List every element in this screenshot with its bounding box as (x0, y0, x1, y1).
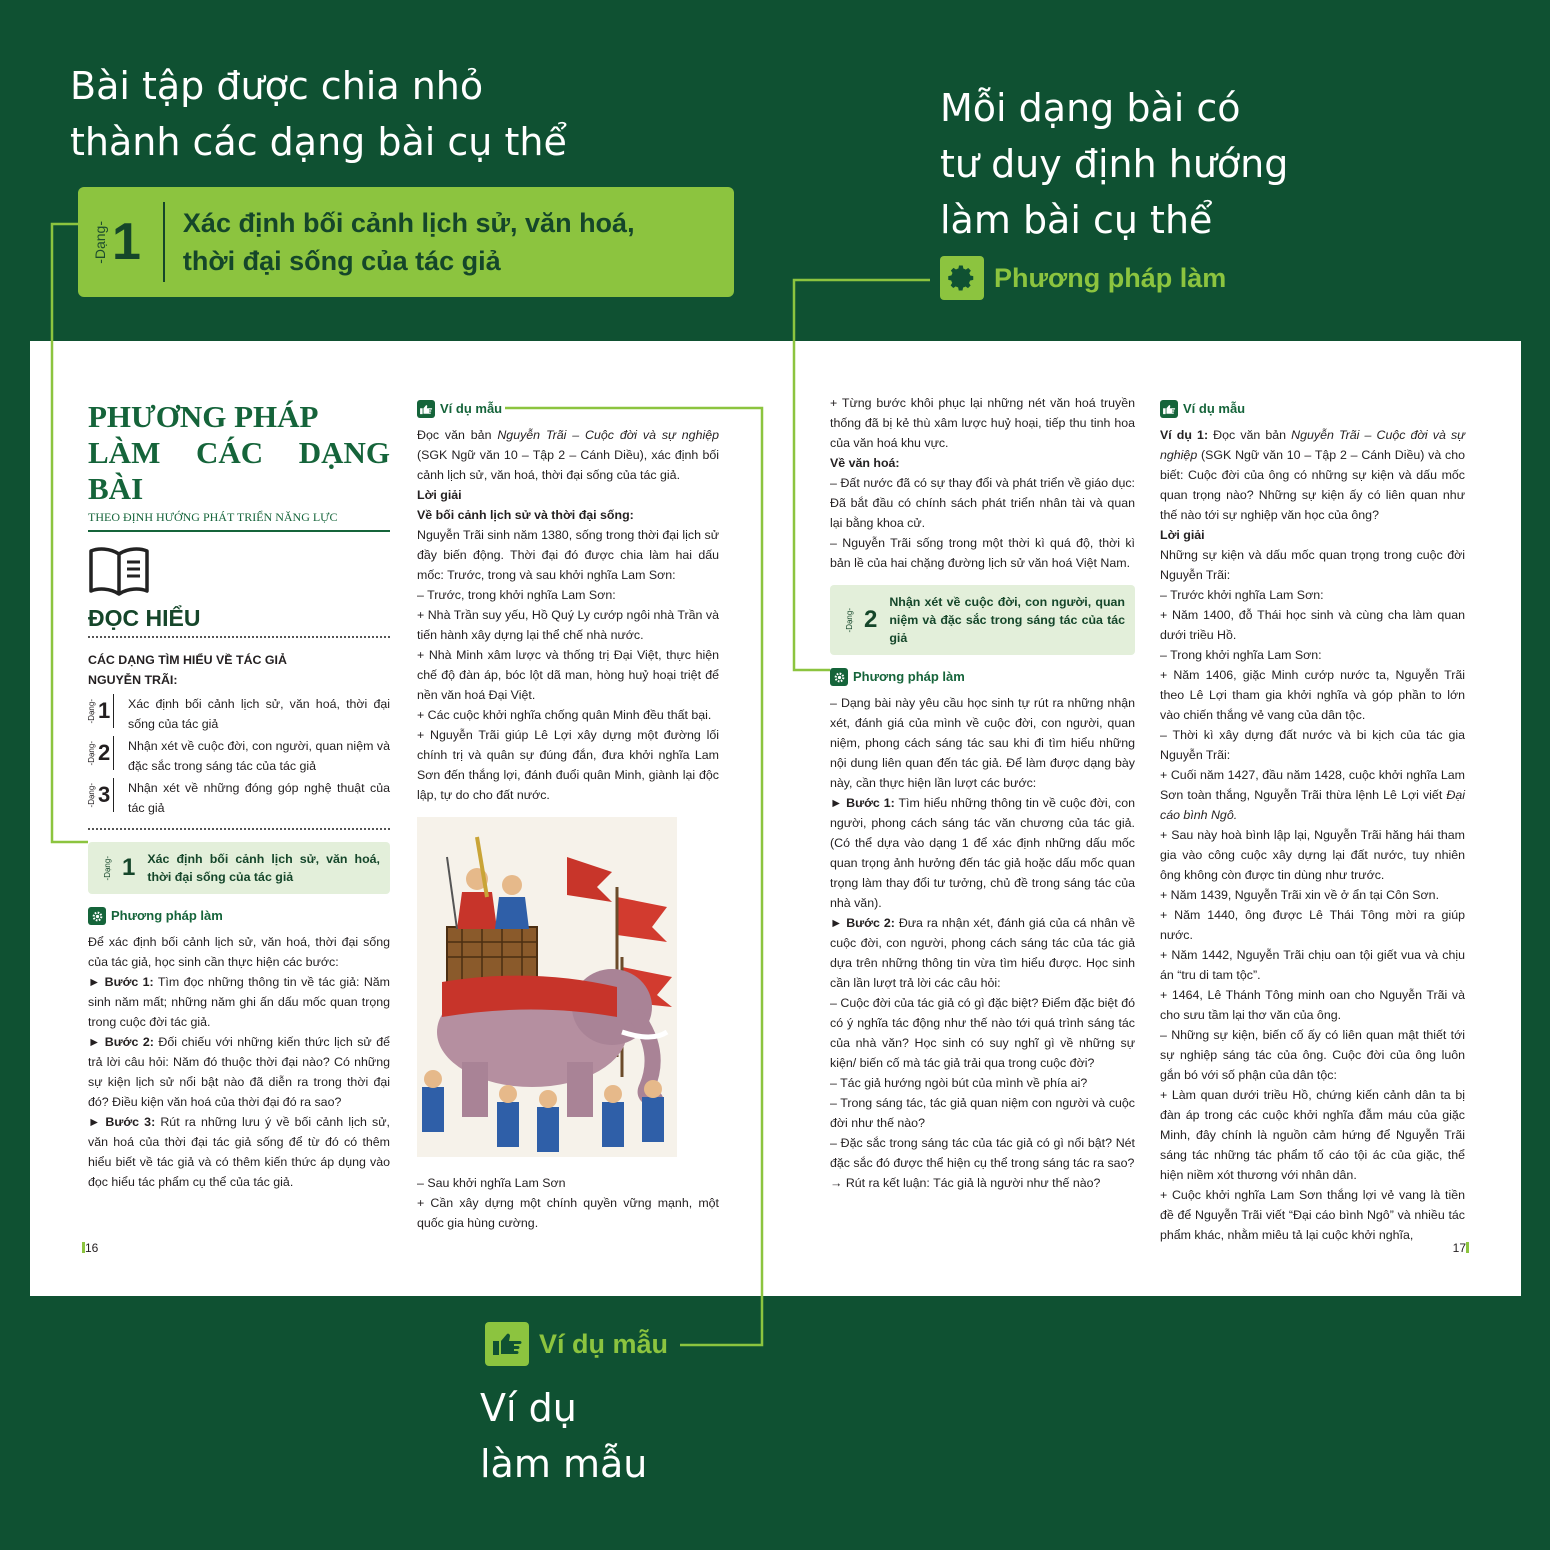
step-label: ► Bước 1: (830, 796, 895, 810)
method-heading-label: Phương pháp làm (111, 908, 223, 923)
headline-line: làm bài cụ thể (940, 198, 1213, 242)
answer-label: Lời giải (1160, 528, 1205, 542)
work-title: Nguyễn Trãi – Cuộc đời và sự nghiệp (497, 428, 719, 442)
list-item (88, 694, 390, 734)
pointing-hand-icon (485, 1322, 529, 1366)
question: – Đặc sắc trong sáng tác của tác giả có gì nổi bật? Nét đặc sắc đó được thể hiện cụ thể trong sáng tác ra sao? (830, 1136, 1135, 1170)
answer-paragraph: + Nhà Minh xâm lược và thống trị Đại Việt, thực hiện chế độ đàn áp, bóc lột dã man, hòng huỷ hoại triệt để nền văn hoá Đại Việt. (417, 648, 719, 702)
type-text: Xác định bối cảnh lịch sử, văn hoá, thời đại sống của tác giả (128, 697, 390, 731)
dang-word: -Dạng- (92, 220, 108, 264)
answer-paragraph: – Trong khởi nghĩa Lam Sơn: (1160, 648, 1322, 662)
headline-line: Mỗi dạng bài có (940, 86, 1241, 130)
dang-banner-title (183, 204, 635, 280)
question: – Trong sáng tác, tác giả quan niệm con người và cuộc đời như thế nào? (830, 1096, 1135, 1130)
callout-method (940, 256, 1226, 300)
dang-1-banner (78, 187, 734, 297)
dang-word: -Dạng- (87, 740, 96, 766)
step-label: ► Bước 2: (88, 1035, 154, 1049)
callout-example (485, 1322, 668, 1366)
right-page-column-2 (1160, 399, 1465, 1245)
step (88, 1032, 390, 1112)
answer-paragraph: + Năm 1406, giặc Minh cướp nước ta, Nguyễn Trãi theo Lê Lợi tham gia khởi nghĩa và góp phần to lớn vào chiến thắng vẻ vang của dân tộc. (1160, 668, 1465, 722)
war-elephant-illustration (417, 817, 677, 1157)
work-title: Nguyễn Trãi – Cuộc đời và sự nghiệp (1160, 428, 1465, 462)
dang-banner-title-line: thời đại sống của tác giả (182, 246, 501, 276)
type-text: Nhận xét về cuộc đời, con người, quan niệm và đặc sắc trong sáng tác của tác giả (128, 739, 390, 773)
step-text: Tìm hiểu những thông tin về cuộc đời, con người, phong cách sáng tác văn chương của tác giả. (Có thể dựa vào dạng 1 để xác định những dấu mốc quan trọng ảnh hưởng đến tác giả hoặc dấu mốc quan trọng làm thay đổi tư tưởng, chủ đề trong sáng tác của nhà văn). (830, 796, 1135, 910)
answer-paragraph: + Nhà Trần suy yếu, Hồ Quý Ly cướp ngôi nhà Trần và tiến hành xây dựng lại thể chế nhà nước. (417, 608, 719, 642)
dang-word: -Dạng- (103, 855, 112, 881)
dang-word: -Dạng- (845, 607, 854, 633)
method-intro: Để xác định bối cảnh lịch sử, văn hoá, thời đại sống của tác giả, học sinh cần thực hiện các bước: (88, 935, 390, 969)
dang-number: 1 (122, 854, 136, 881)
example-question-text: (SGK Ngữ văn 10 – Tập 2 – Cánh Diều), xác định bối cảnh lịch sử, văn hoá, thời đại sống của tác giả. (417, 448, 719, 482)
page-number-text: 17 (1452, 1241, 1466, 1255)
question: – Cuộc đời của tác giả có gì đặc biệt? Điểm đặc biệt đó có ý nghĩa tác động như thế nào tới quá trình sáng tác của nhà văn? Học sinh có suy nghĩ gì về những sự kiện/ biến cố mà tác giả trải qua trong cuộc đời? (830, 996, 1135, 1070)
answer-paragraph: + Cuộc khởi nghĩa Lam Sơn thắng lợi vẻ vang là tiền đề để Nguyễn Trãi viết “Đại cáo bình Ngô” và nhiều tác phẩm khác, nhằm miêu tả lại cuộc khởi nghĩa, (1160, 1188, 1465, 1242)
method-intro: – Dạng bài này yêu cầu học sinh tự rút ra những nhận xét, đánh giá của mình về cuộc đời, con người, quan niệm, phong cách sáng tác sau khi đi tìm hiểu những nội dung liên quan đến tác giả. Để làm được dạng bày này, cần thực hiện lần lượt các bước: (830, 696, 1135, 790)
type-list-heading: CÁC DẠNG TÌM HIỂU VỀ TÁC GIẢ (88, 653, 287, 667)
dang-number: 1 (112, 213, 141, 271)
headline-line: Bài tập được chia nhỏ (70, 64, 484, 108)
callout-method-label: Phương pháp làm (994, 262, 1227, 293)
dang-banner-title-line: Xác định bối cảnh lịch sử, văn hoá, (182, 208, 635, 238)
list-item (88, 778, 390, 818)
example-question-text: Đọc văn bản (417, 428, 498, 442)
answer-paragraph: + 1464, Lê Thánh Tông minh oan cho Nguyễn Trãi và cho sưu tầm lại thơ văn của ông. (1160, 988, 1465, 1022)
answer-paragraph: – Sau khởi nghĩa Lam Sơn (417, 1176, 566, 1190)
step (88, 972, 390, 1032)
example-heading-label: Ví dụ mẫu (440, 401, 503, 416)
example-heading (417, 399, 719, 419)
answer-paragraph: + Năm 1400, đỗ Thái học sinh và cùng cha làm quan dưới triều Hồ. (1160, 608, 1465, 642)
example-question (1160, 425, 1465, 525)
headline-method-thinking (940, 80, 1288, 248)
page-title (88, 399, 390, 507)
page-number-right (1453, 1241, 1469, 1255)
answer-paragraph: – Trước khởi nghĩa Lam Sơn: (1160, 588, 1324, 602)
method-heading (830, 667, 1135, 687)
answer-paragraph: + Các cuộc khởi nghĩa chống quân Minh đều thất bại. (417, 708, 712, 722)
list-item (88, 736, 390, 776)
book-spread (30, 341, 1521, 1296)
example-heading-label: Ví dụ mẫu (1183, 401, 1246, 416)
gear-icon (88, 907, 106, 925)
headline-line: thành các dạng bài cụ thể (70, 120, 567, 164)
dotted-divider (88, 636, 390, 638)
step-text: Tìm đọc những thông tin về tác giả: Năm sinh năm mất; những năm ghi ấn dấu mốc quan trọng trong cuộc đời tác giả. (88, 975, 390, 1029)
step (88, 1112, 390, 1192)
page-number-text: 16 (85, 1241, 99, 1255)
answer-paragraph: – Đất nước đã có sự thay đổi và phát triển về giáo dục: Đã bắt đầu có chính sách phát triển nhân tài và quan lại bằng khoa cử. (830, 476, 1135, 530)
answer-text: + Cuối năm 1427, đầu năm 1428, cuộc khởi nghĩa Lam Sơn toàn thắng, Nguyễn Trãi thừa lệnh Lê Lợi viết (1160, 768, 1465, 802)
dang-title: Xác định bối cảnh lịch sử, văn hoá, thời đại sống của tác giả (147, 852, 380, 884)
right-page-column-1 (830, 393, 1135, 1193)
example-question (417, 425, 719, 485)
section-heading-reading: ĐỌC HIỂU (88, 605, 201, 631)
step (830, 913, 1135, 993)
culture-label: Về văn hoá: (830, 456, 900, 470)
dang-number: 3 (98, 778, 114, 812)
answer-paragraph: + Từng bước khôi phục lại những nét văn hoá truyền thống đã bị kẻ thù xâm lược huỷ hoại, tiếp thu tinh hoa của văn hoá khu vực. (830, 396, 1135, 450)
answer-subheading: Về bối cảnh lịch sử và thời đại sống: (417, 508, 634, 522)
dang-word: -Dạng- (87, 782, 96, 808)
divider (163, 202, 165, 282)
conclusion: → Rút ra kết luận: Tác giả là người như thế nào? (830, 1176, 1101, 1190)
dang-title: Nhận xét về cuộc đời, con người, quan niệm và đặc sắc trong sáng tác của tác giả (889, 595, 1125, 645)
method-heading (88, 906, 390, 926)
open-book-icon (88, 546, 390, 602)
pointing-hand-icon (1160, 400, 1178, 418)
answer-paragraph: + Năm 1440, ông được Lê Thái Tông mời ra giúp nước. (1160, 908, 1465, 942)
example-heading (1160, 399, 1465, 419)
example-question-text: Đọc văn bản (1208, 428, 1292, 442)
answer-paragraph: Những sự kiện và dấu mốc quan trọng trong cuộc đời Nguyễn Trãi: (1160, 548, 1465, 582)
answer-paragraph: + Năm 1439, Nguyễn Trãi xin về ở ẩn tại Côn Sơn. (1160, 888, 1440, 902)
dang-number: 1 (98, 694, 114, 728)
method-heading-label: Phương pháp làm (853, 669, 965, 684)
answer-label: Lời giải (417, 488, 462, 502)
answer-paragraph: – Thời kì xây dựng đất nước và bi kịch của tác gia Nguyễn Trãi: (1160, 728, 1465, 762)
page-subtitle: THEO ĐỊNH HƯỚNG PHÁT TRIỂN NĂNG LỰC (88, 507, 390, 532)
step-text: Đối chiếu với những kiến thức lịch sử để trả lời câu hỏi: Năm đó thuộc thời đại nào? Có những sự kiện lịch sử nổi bật nào đã diễn ra trong thời đại đó? Điều kiện văn hoá của thời đại đó ra sao? (88, 1035, 390, 1109)
step (830, 793, 1135, 913)
answer-paragraph: – Trước, trong khởi nghĩa Lam Sơn: (417, 588, 616, 602)
page-title-line: PHƯƠNG PHÁP (88, 399, 319, 434)
step-text: Đưa ra nhận xét, đánh giá của cá nhân về cuộc đời, con người, phong cách sáng tác của tác giả dựa trên những thông tin vừa tìm hiểu được. Học sinh cần lần lượt trả lời các câu hỏi: (830, 916, 1135, 990)
left-page-column-1 (88, 399, 390, 1192)
callout-example-label: Ví dụ mẫu (539, 1328, 669, 1359)
answer-paragraph: – Những sự kiện, biến cố ấy có liên quan mật thiết tới sự nghiệp sáng tác của ông. Cuộc đời của ông luôn gắn bó với số phận của dân tộc: (1160, 1028, 1465, 1082)
step-label: ► Bước 2: (830, 916, 895, 930)
dang-tag (78, 187, 163, 297)
answer-paragraph: Nguyễn Trãi sinh năm 1380, sống trong thời đại lịch sử đầy biến động. Thời đại đó được chia làm hai dấu mốc: Trước, trong và sau khởi nghĩa Lam Sơn: (417, 528, 719, 582)
dotted-divider (88, 828, 390, 830)
dang-1-box (88, 842, 390, 894)
example-label: Ví dụ 1: (1160, 428, 1209, 442)
step-label: ► Bước 3: (88, 1115, 156, 1129)
headline-line: Ví dụ (480, 1386, 577, 1430)
dang-number: 2 (98, 736, 114, 770)
headline-divided-exercises (70, 58, 567, 170)
dang-2-box (830, 585, 1135, 655)
headline-line: làm mẫu (480, 1442, 648, 1486)
type-list-heading: NGUYỄN TRÃI: (88, 673, 178, 687)
work-title: Đại cáo bình Ngô. (1160, 788, 1465, 822)
answer-paragraph: + Năm 1442, Nguyễn Trãi chịu oan tội giết vua và chịu án “tru di tam tộc”. (1160, 948, 1465, 982)
dang-word: -Dạng- (87, 698, 96, 724)
example-question-text: (SGK Ngữ văn 10 – Tập 2 – Cánh Diều) và cho biết: Cuộc đời của ông có những sự kiện và dấu mốc quan trọng nào? Những sự kiện ấy có liên quan như thế nào tới sự nghiệp văn học của ông? (1160, 448, 1465, 522)
page-title-line: LÀM CÁC DẠNG BÀI (88, 435, 390, 506)
page-number-left (82, 1241, 98, 1255)
pointing-hand-icon (417, 400, 435, 418)
gear-icon (830, 668, 848, 686)
answer-paragraph: – Nguyễn Trãi sống trong một thời kì quá độ, thời kì bản lề của hai chặng đường lịch sử văn hoá Việt Nam. (830, 536, 1135, 570)
answer-paragraph: + Làm quan dưới triều Hồ, chứng kiến cảnh dân ta bị đàn áp trong các cuộc khởi nghĩa đẫm máu của giặc Minh, đây chính là nguồn cảm hứng để Nguyễn Trãi sáng tác những tác phẩm tố cáo tội ác của giặc, thể hiện niềm xót thương với nhân dân. (1160, 1088, 1465, 1182)
answer-paragraph: + Cần xây dựng một chính quyền vững mạnh, một quốc gia hùng cường. (417, 1196, 719, 1230)
dang-number: 2 (864, 606, 878, 633)
answer-paragraph (1160, 765, 1465, 825)
headline-sample-example (480, 1380, 647, 1492)
gear-icon (940, 256, 984, 300)
left-page-column-2 (417, 399, 719, 1233)
step-label: ► Bước 1: (88, 975, 154, 989)
answer-paragraph: + Nguyễn Trãi giúp Lê Lợi xây dựng một đường lối chính trị và quân sự đúng đắn, đưa khởi nghĩa Lam Sơn đến thắng lợi, đánh đuổi quân Minh, giành lại độc lập, tự do cho đất nước. (417, 728, 719, 802)
question: – Tác giả hướng ngòi bút của mình về phía ai? (830, 1076, 1088, 1090)
headline-line: tư duy định hướng (940, 142, 1289, 186)
type-text: Nhận xét về những đóng góp nghệ thuật của tác giả (128, 781, 390, 815)
step-text: Rút ra những lưu ý về bối cảnh lịch sử, văn hoá của thời đại tác giả sống để từ đó có thêm hiểu biết về tác giả và có thêm kiến thức áp dụng vào đọc hiểu tác phẩm cụ thể của tác giả. (88, 1115, 390, 1189)
answer-paragraph: + Sau này hoà bình lập lại, Nguyễn Trãi hăng hái tham gia vào công cuộc xây dựng lại đất nước, tuy nhiên ông không còn được tin dùng như trước. (1160, 828, 1465, 882)
